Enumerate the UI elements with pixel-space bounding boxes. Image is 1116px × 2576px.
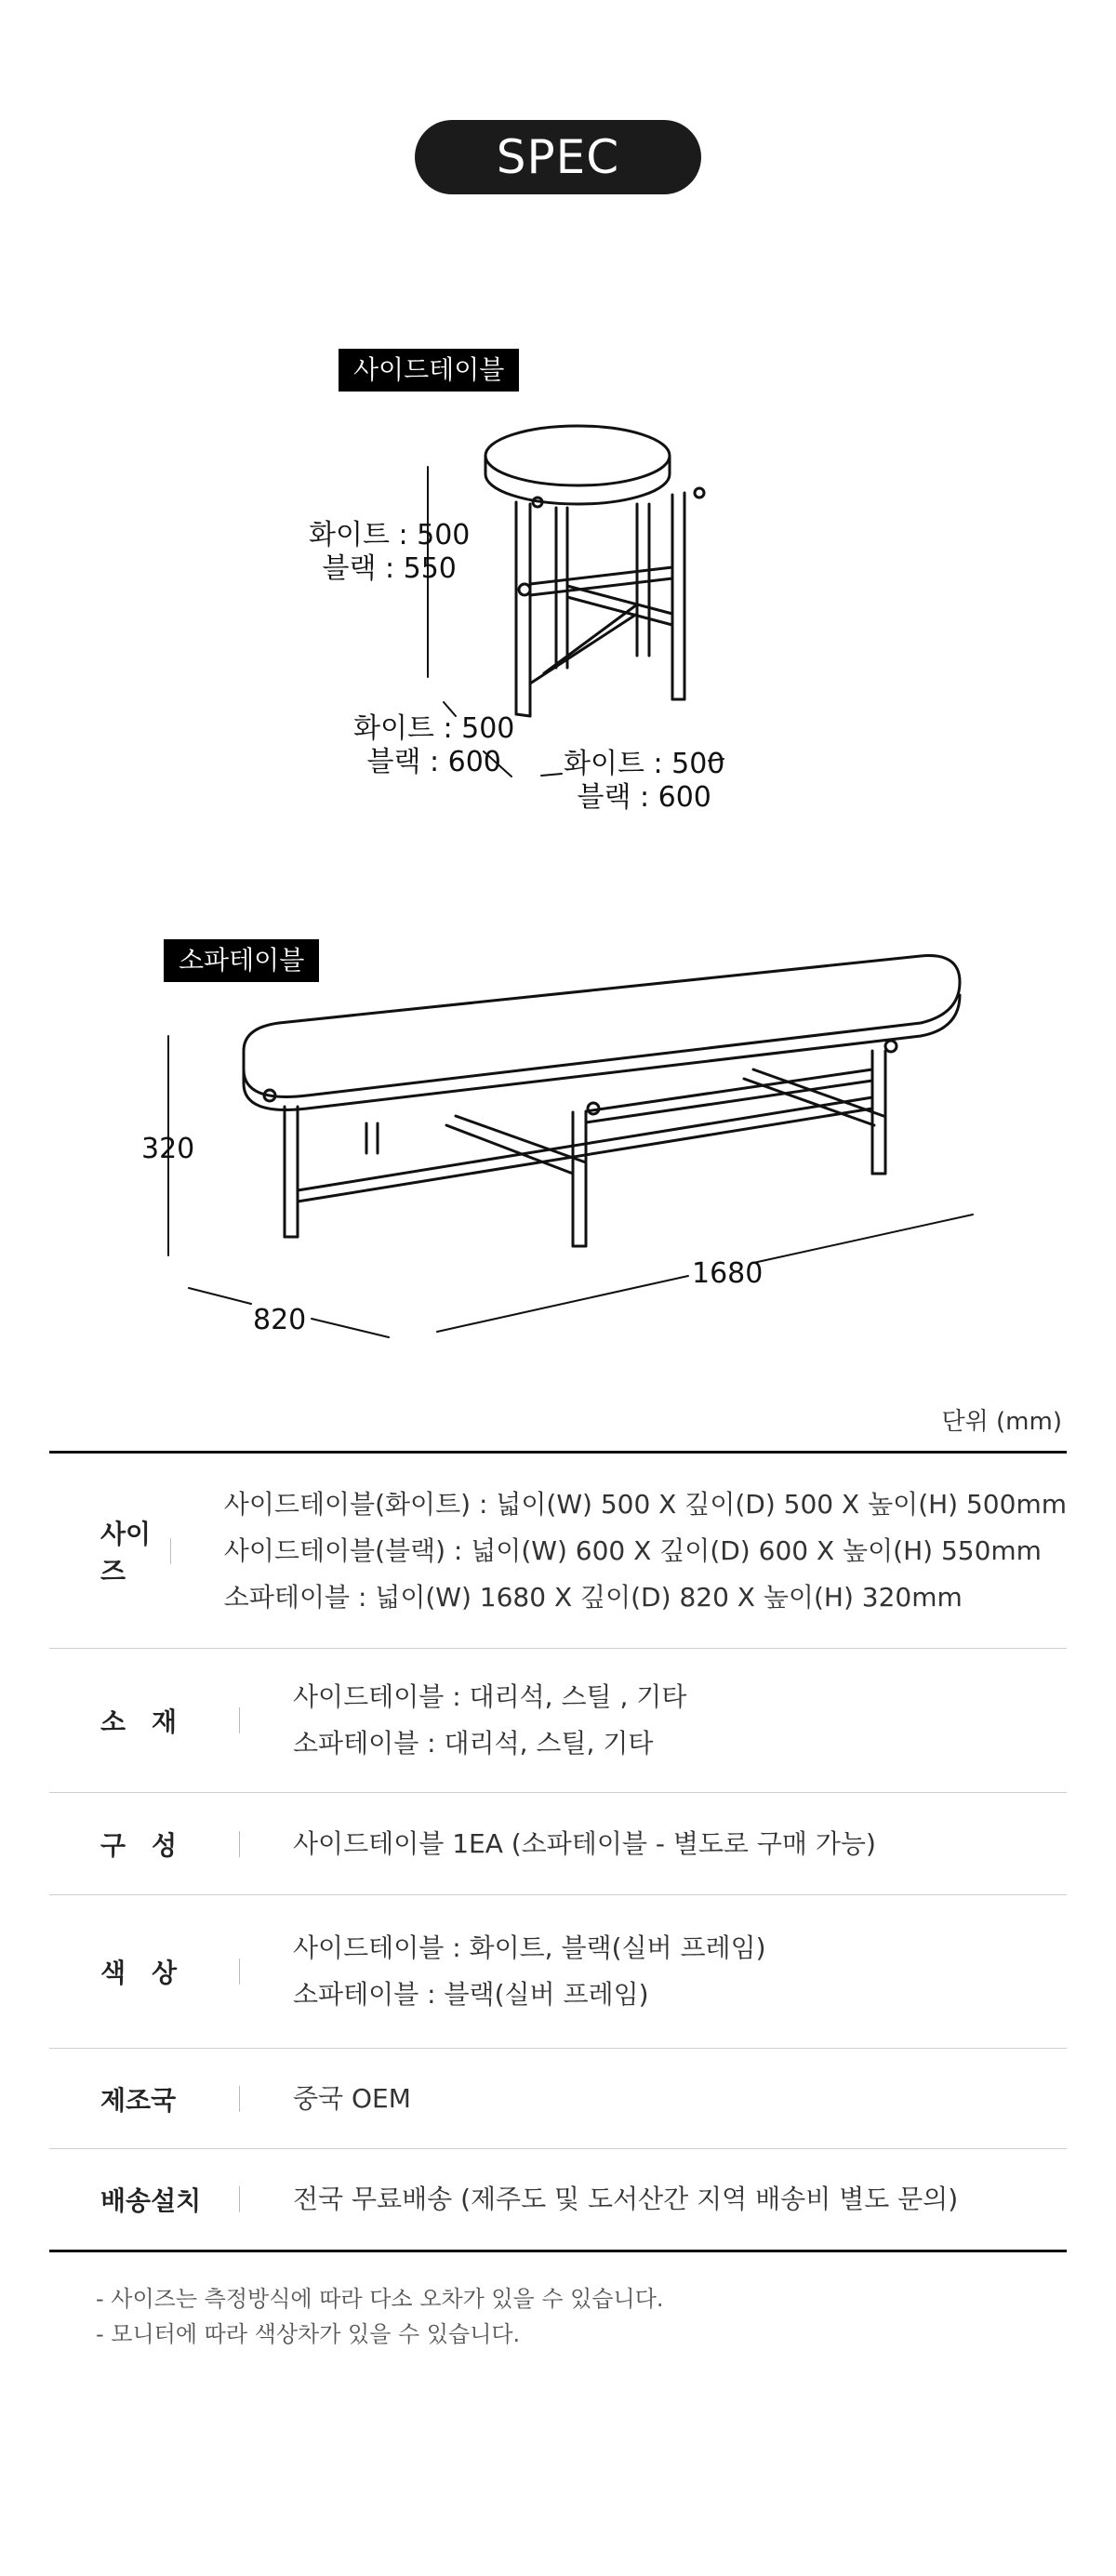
spec-row-origin (49, 2049, 1067, 2149)
side-table-height-dim: 화이트 : 500 블랙 : 550 (309, 519, 471, 585)
spec-row-values: 중국 OEM (293, 2082, 411, 2114)
spec-row-material (49, 1649, 1067, 1793)
spec-row-values: 사이드테이블 : 화이트, 블랙(실버 프레임) 소파테이블 : 블랙(실버 프레임) (293, 1932, 766, 2010)
spec-row-label: 사이즈 (49, 1454, 171, 1648)
spec-table (49, 1451, 1067, 2252)
spec-row-label: 구 성 (49, 1793, 240, 1894)
side-table-depth-dim: 화이트 : 500 블랙 : 600 (353, 712, 515, 778)
side-table-illustration (485, 426, 704, 716)
spec-row-composition (49, 1793, 1067, 1895)
sofa-table-height-dim: 320 (141, 1133, 195, 1165)
sofa-table-illustration (244, 956, 960, 1246)
spec-row-values: 사이드테이블 1EA (소파테이블 - 별도로 구매 가능) (293, 1827, 876, 1859)
spec-row-label: 소 재 (49, 1649, 240, 1792)
unit-label: 단위 (mm) (941, 1408, 1062, 1436)
notes (96, 2281, 664, 2352)
side-table-width-dim: 화이트 : 500 블랙 : 600 (564, 748, 725, 814)
side-table-tag: 사이드테이블 (339, 349, 519, 392)
note-item: - 사이즈는 측정방식에 따라 다소 오차가 있을 수 있습니다. (96, 2286, 664, 2312)
spec-row-values: 사이드테이블(화이트) : 넓이(W) 500 X 깊이(D) 500 X 높이(H) 500mm 사이드테이블(블랙) : 넓이(W) 600 X 깊이(D) 600 X 높이(H) 550mm 소파테이블 : 넓이(W) 1680 X 깊이(D) 820 X 높이(H) 320mm (223, 1488, 1067, 1613)
spec-row-values: 전국 무료배송 (제주도 및 도서산간 지역 배송비 별도 문의) (293, 2184, 959, 2214)
sofa-table-width-dim: 1680 (692, 1257, 764, 1290)
spec-row-label: 색 상 (49, 1895, 240, 2048)
note-item: - 모니터에 따라 색상차가 있을 수 있습니다. (96, 2321, 521, 2347)
spec-row-size (49, 1454, 1067, 1649)
spec-title: SPEC (496, 130, 620, 184)
spec-row-color (49, 1895, 1067, 2049)
sofa-table-tag: 소파테이블 (164, 939, 319, 982)
spec-row-delivery (49, 2149, 1067, 2250)
spec-row-values: 사이드테이블 : 대리석, 스틸 , 기타 소파테이블 : 대리석, 스틸, 기타 (293, 1681, 687, 1759)
spec-row-label: 배송설치 (49, 2149, 240, 2250)
sofa-table-depth-dim: 820 (253, 1304, 307, 1336)
spec-row-label: 제조국 (49, 2049, 240, 2148)
